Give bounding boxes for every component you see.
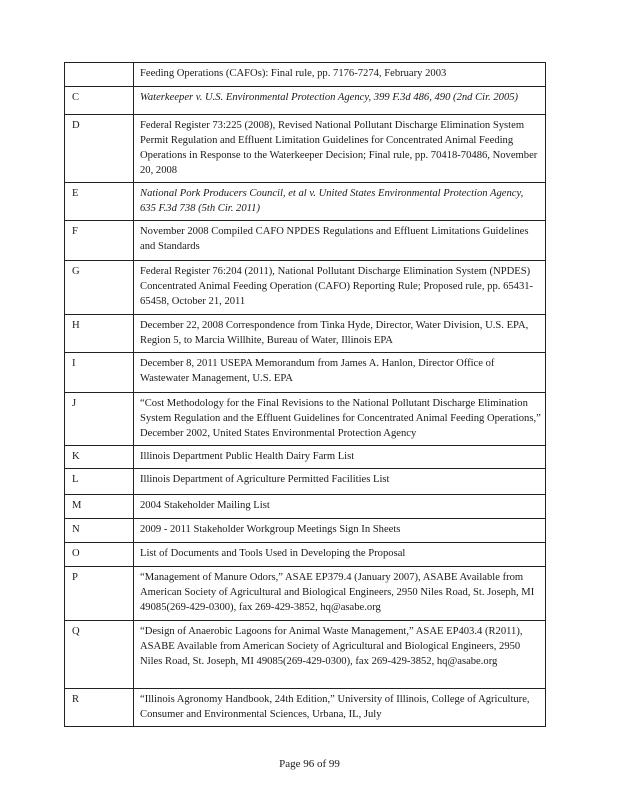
exhibit-letter: I — [65, 353, 134, 393]
exhibit-row — [65, 393, 546, 446]
exhibit-row — [65, 115, 546, 183]
exhibit-description: “Cost Methodology for the Final Revisions to the National Pollutant Discharge Elimination System Regulation and the Effluent Guidelines for Concentrated Animal Feeding Operations,” December 2002, United States Environmental Protection Agency — [134, 393, 546, 446]
exhibit-letter: K — [65, 446, 134, 469]
exhibit-list-body — [65, 63, 546, 727]
exhibit-description: Illinois Department of Agriculture Permitted Facilities List — [134, 469, 546, 495]
exhibit-letter: N — [65, 519, 134, 543]
exhibit-row — [65, 519, 546, 543]
exhibit-letter: P — [65, 567, 134, 621]
exhibit-row — [65, 567, 546, 621]
exhibit-row — [65, 315, 546, 353]
exhibit-description: “Design of Anaerobic Lagoons for Animal Waste Management,” ASAE EP403.4 (R2011), ASABE Available from American Society of Agricultural and Biological Engineers, 2950 Niles Road, St. Joseph, MI 49085(269-429-0300), fax 269-429-3852, hq@asabe.org — [134, 621, 546, 689]
exhibit-row — [65, 221, 546, 261]
exhibit-row — [65, 446, 546, 469]
exhibit-description: 2004 Stakeholder Mailing List — [134, 495, 546, 519]
exhibit-row — [65, 63, 546, 87]
exhibit-row — [65, 353, 546, 393]
exhibit-letter: M — [65, 495, 134, 519]
exhibit-letter: R — [65, 689, 134, 727]
exhibit-letter: H — [65, 315, 134, 353]
exhibit-list-table — [64, 62, 546, 727]
exhibit-description: November 2008 Compiled CAFO NPDES Regulations and Effluent Limitations Guidelines and Standards — [134, 221, 546, 261]
exhibit-letter: D — [65, 115, 134, 183]
exhibit-letter — [65, 63, 134, 87]
exhibit-letter: L — [65, 469, 134, 495]
exhibit-row — [65, 87, 546, 115]
exhibit-row — [65, 261, 546, 315]
exhibit-row — [65, 183, 546, 221]
exhibit-row — [65, 495, 546, 519]
exhibit-description: Federal Register 73:225 (2008), Revised National Pollutant Discharge Elimination System Permit Regulation and Effluent Limitation Guidelines for Concentrated Animal Feeding Operations in Response to the Waterkeeper Decision; Final rule, pp. 70418-70486, November 20, 2008 — [134, 115, 546, 183]
exhibit-row — [65, 543, 546, 567]
page-number: Page 96 of 99 — [279, 758, 340, 770]
exhibit-letter: F — [65, 221, 134, 261]
exhibit-row — [65, 689, 546, 727]
exhibit-description: National Pork Producers Council, et al v. United States Environmental Protection Agency, 635 F.3d 738 (5th Cir. 2011) — [134, 183, 546, 221]
exhibit-letter: J — [65, 393, 134, 446]
exhibit-letter: E — [65, 183, 134, 221]
exhibit-letter: O — [65, 543, 134, 567]
exhibit-description: Federal Register 76:204 (2011), National Pollutant Discharge Elimination System (NPDES) Concentrated Animal Feeding Operation (CAFO) Reporting Rule; Proposed rule, pp. 65431-65458, October 21, 2011 — [134, 261, 546, 315]
exhibit-letter: G — [65, 261, 134, 315]
exhibit-description: List of Documents and Tools Used in Developing the Proposal — [134, 543, 546, 567]
exhibit-description: December 22, 2008 Correspondence from Tinka Hyde, Director, Water Division, U.S. EPA, Region 5, to Marcia Willhite, Bureau of Water, Illinois EPA — [134, 315, 546, 353]
exhibit-description: 2009 - 2011 Stakeholder Workgroup Meetings Sign In Sheets — [134, 519, 546, 543]
exhibit-description: December 8, 2011 USEPA Memorandum from James A. Hanlon, Director Office of Wastewater Management, U.S. EPA — [134, 353, 546, 393]
exhibit-description: Waterkeeper v. U.S. Environmental Protection Agency, 399 F.3d 486, 490 (2nd Cir. 2005) — [134, 87, 546, 115]
exhibit-description: Illinois Department Public Health Dairy Farm List — [134, 446, 546, 469]
exhibit-row — [65, 621, 546, 689]
exhibit-row — [65, 469, 546, 495]
exhibit-description: “Illinois Agronomy Handbook, 24th Edition,” University of Illinois, College of Agriculture, Consumer and Environmental Sciences, Urbana, IL, July — [134, 689, 546, 727]
exhibit-letter: C — [65, 87, 134, 115]
exhibit-letter: Q — [65, 621, 134, 689]
exhibit-description: “Management of Manure Odors,” ASAE EP379.4 (January 2007), ASABE Available from American Society of Agricultural and Biological Engineers, 2950 Niles Road, St. Joseph, MI 49085(269-429-0300), fax 269-429-3852, hq@asabe.org — [134, 567, 546, 621]
exhibit-description: Feeding Operations (CAFOs): Final rule, pp. 7176-7274, February 2003 — [134, 63, 546, 87]
